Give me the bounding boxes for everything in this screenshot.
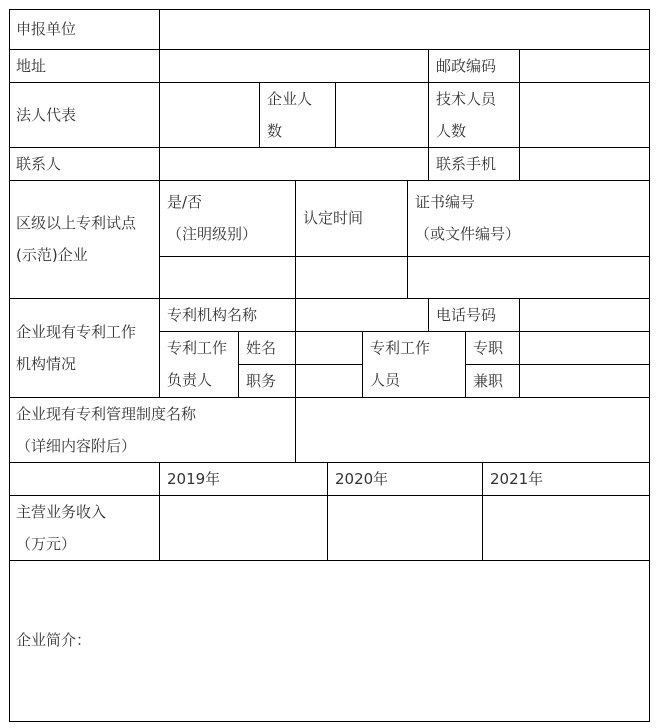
revenue-2019-field[interactable]	[160, 496, 327, 560]
contact-mobile-field[interactable]	[520, 148, 649, 180]
certified-time-field[interactable]	[296, 257, 407, 298]
year-2020-header: 2020年	[335, 470, 389, 488]
patent-head-label-line1: 专利工作	[167, 339, 228, 357]
contact-mobile-label: 联系手机	[436, 155, 497, 173]
postal-code-label: 邮政编码	[436, 57, 497, 75]
management-system-field[interactable]	[296, 398, 649, 462]
grid-line	[238, 331, 239, 398]
name-label: 姓名	[246, 339, 277, 357]
grid-line	[428, 49, 429, 83]
grid-line	[428, 82, 429, 148]
cert-number-label-line2: （或文件编号）	[415, 225, 521, 243]
management-system-label-line1: 企业现有专利管理制度名称	[16, 405, 197, 423]
pilot-enterprise-label-line2: (示范)企业	[16, 246, 88, 264]
address-field[interactable]	[160, 50, 428, 82]
name-field[interactable]	[296, 332, 362, 364]
parttime-field[interactable]	[520, 365, 649, 397]
patent-staff-label-line2: 人员	[370, 371, 401, 389]
patent-org-label-line1: 企业现有专利工作	[16, 323, 137, 341]
patent-head-label-line2: 负责人	[167, 371, 213, 389]
management-system-label-line2: （详细内容附后）	[16, 437, 137, 455]
position-field[interactable]	[296, 365, 362, 397]
legal-rep-field[interactable]	[160, 83, 259, 147]
year-2019-header: 2019年	[167, 470, 221, 488]
employees-field[interactable]	[336, 83, 428, 147]
address-label: 地址	[16, 57, 47, 75]
contact-person-field[interactable]	[160, 148, 428, 180]
grid-line	[428, 298, 429, 332]
phone-number-field[interactable]	[520, 299, 649, 331]
pilot-enterprise-label-line1: 区级以上专利试点	[16, 214, 137, 232]
grid-line	[9, 462, 650, 463]
revenue-label-line1: 主营业务收入	[16, 503, 107, 521]
grid-line	[9, 180, 650, 181]
phone-number-label: 电话号码	[436, 306, 497, 324]
yes-no-label-line1: 是/否	[167, 193, 203, 211]
applicant-unit-label: 申报单位	[16, 20, 77, 38]
fulltime-label: 专职	[473, 339, 504, 357]
company-profile-label: 企业简介：	[16, 631, 92, 649]
revenue-2020-field[interactable]	[328, 496, 482, 560]
cert-number-field[interactable]	[408, 257, 649, 298]
legal-rep-label: 法人代表	[16, 106, 77, 124]
yes-no-label-line2: （注明级别）	[167, 225, 258, 243]
company-profile-field[interactable]	[110, 561, 649, 721]
grid-line	[9, 721, 650, 722]
patent-org-label-line2: 机构情况	[16, 355, 77, 373]
tech-staff-label-line2: 人数	[436, 122, 467, 140]
position-label: 职务	[246, 372, 277, 390]
grid-line	[362, 331, 363, 398]
cert-number-label-line1: 证书编号	[415, 193, 476, 211]
employees-label-line2: 数	[267, 122, 283, 140]
grid-line	[259, 82, 260, 148]
applicant-unit-field[interactable]	[160, 10, 649, 49]
certified-time-label: 认定时间	[303, 209, 364, 227]
grid-line	[9, 9, 10, 722]
yes-no-field[interactable]	[160, 257, 295, 298]
contact-person-label: 联系人	[16, 155, 62, 173]
fulltime-field[interactable]	[520, 332, 649, 364]
tech-staff-label-line1: 技术人员	[436, 90, 497, 108]
parttime-label: 兼职	[473, 372, 504, 390]
org-name-field[interactable]	[296, 299, 428, 331]
patent-staff-label-line1: 专利工作	[370, 339, 431, 357]
postal-code-field[interactable]	[520, 50, 649, 82]
employees-label-line1: 企业人	[267, 90, 313, 108]
org-name-label: 专利机构名称	[167, 306, 258, 324]
revenue-label-line2: （万元）	[16, 535, 77, 553]
revenue-2021-field[interactable]	[483, 496, 649, 560]
tech-staff-field[interactable]	[520, 83, 649, 147]
grid-line	[465, 331, 466, 398]
year-2021-header: 2021年	[490, 470, 544, 488]
grid-line	[649, 9, 650, 722]
grid-line	[428, 147, 429, 181]
